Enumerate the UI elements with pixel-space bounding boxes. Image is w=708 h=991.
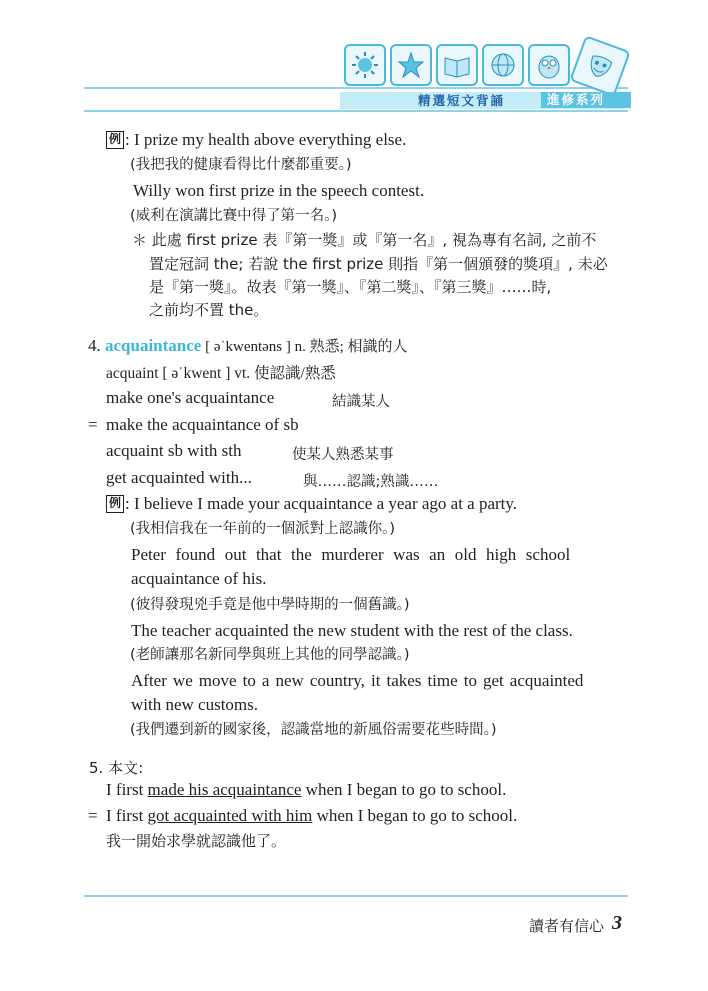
example-mark-icon: 例 bbox=[106, 131, 124, 149]
s4-example-3-translation: (老師讓那名新同學與班上其他的同學認識。) bbox=[130, 647, 410, 663]
s5-underlined-phrase-1: made his acquaintance bbox=[147, 780, 302, 799]
page-number: 3 bbox=[612, 912, 622, 934]
s4-phrase-4: get acquainted with... bbox=[106, 468, 252, 487]
globe-icon bbox=[482, 44, 524, 86]
header-rule-top bbox=[84, 87, 628, 89]
s5-equals-sign: = bbox=[88, 806, 98, 825]
owl-icon bbox=[528, 44, 570, 86]
s1-example-2: Willy won first prize in the speech contest. bbox=[133, 181, 425, 200]
s5-sentence-2: I first got acquainted with him when I began to go to school. bbox=[106, 806, 518, 825]
s1-note-line-3: 是『第一獎』。故表『第一獎』、『第二獎』、『第三獎』……時, bbox=[149, 278, 552, 296]
s1-note-line-4: 之前均不置 the。 bbox=[149, 301, 269, 319]
s4-example-4-line-1: After we move to a new country, it takes time to get acquainted bbox=[131, 671, 584, 690]
example-mark-icon: 例 bbox=[106, 495, 124, 513]
s1-example-2-translation: (威利在演講比賽中得了第一名。) bbox=[130, 208, 338, 224]
sun-icon bbox=[344, 44, 386, 86]
s4-equals-sign: = bbox=[88, 415, 98, 434]
s4-example-1-translation: (我相信我在一年前的一個派對上認識你。) bbox=[130, 521, 396, 537]
header-series-badge: 進修系列 bbox=[541, 92, 631, 108]
s4-example-4-translation: (我們遷到新的國家後，認識當地的新風俗需要花些時間。) bbox=[130, 722, 497, 738]
header-title: 精選短文背誦 bbox=[418, 93, 506, 108]
s1-note-line-1: ＊ 此處 first prize 表『第一獎』或『第一名』, 視為專有名詞, 之前不 bbox=[132, 231, 597, 249]
s4-phrase-1-translation: 結識某人 bbox=[332, 394, 390, 410]
s5-sentence-1: I first made his acquaintance when I began to go to school. bbox=[106, 780, 507, 799]
s4-keyword: acquaintance bbox=[105, 336, 202, 355]
s5-heading: 5. 本文: bbox=[89, 759, 144, 777]
s4-example-4-line-2: with new customs. bbox=[131, 695, 259, 714]
s1-example-1-translation: (我把我的健康看得比什麼都重要。) bbox=[130, 157, 352, 173]
s5-translation: 我一開始求學就認識他了。 bbox=[106, 832, 287, 850]
s5-underlined-phrase-2: got acquainted with him bbox=[147, 806, 313, 825]
s1-example-1: 例 : I prize my health above everything else. bbox=[106, 130, 406, 150]
s4-phrase-3: acquaint sb with sth bbox=[106, 441, 242, 460]
s4-headword-line: 4. acquaintance [ əˈkwentəns ] n. 熟悉; 相識的人 bbox=[88, 336, 408, 355]
star-icon bbox=[390, 44, 432, 86]
s4-example-2-line-1: Peter found out that the murderer was an old high school bbox=[131, 545, 571, 564]
s1-note-line-2: 置定冠詞 the; 若說 the first prize 則指『第一個頒發的獎項』, 未必 bbox=[149, 255, 608, 273]
footer-rule bbox=[84, 895, 628, 897]
header-rule-bottom bbox=[84, 110, 628, 112]
footer-label: 讀者有信心 bbox=[529, 917, 605, 935]
s4-example-2-translation: (彼得發現兇手竟是他中學時期的一個舊識。) bbox=[130, 597, 410, 613]
s4-phrase-1: make one's acquaintance bbox=[106, 388, 275, 407]
s4-phrase-4-translation: 與……認識;熟識…… bbox=[303, 474, 439, 490]
s4-example-2-line-2: acquaintance of his. bbox=[131, 569, 267, 588]
s4-acquaint-line: acquaint [ əˈkwent ] vt. 使認識/熟悉 bbox=[106, 365, 336, 382]
s4-example-1: 例 : I believe I made your acquaintance a year ago at a party. bbox=[106, 494, 517, 514]
book-icon bbox=[436, 44, 478, 86]
s4-phrase-3-translation: 使某人熟悉某事 bbox=[292, 447, 394, 463]
s4-example-3: The teacher acquainted the new student with the rest of the class. bbox=[131, 621, 573, 640]
s4-phrase-2: make the acquaintance of sb bbox=[106, 415, 299, 434]
